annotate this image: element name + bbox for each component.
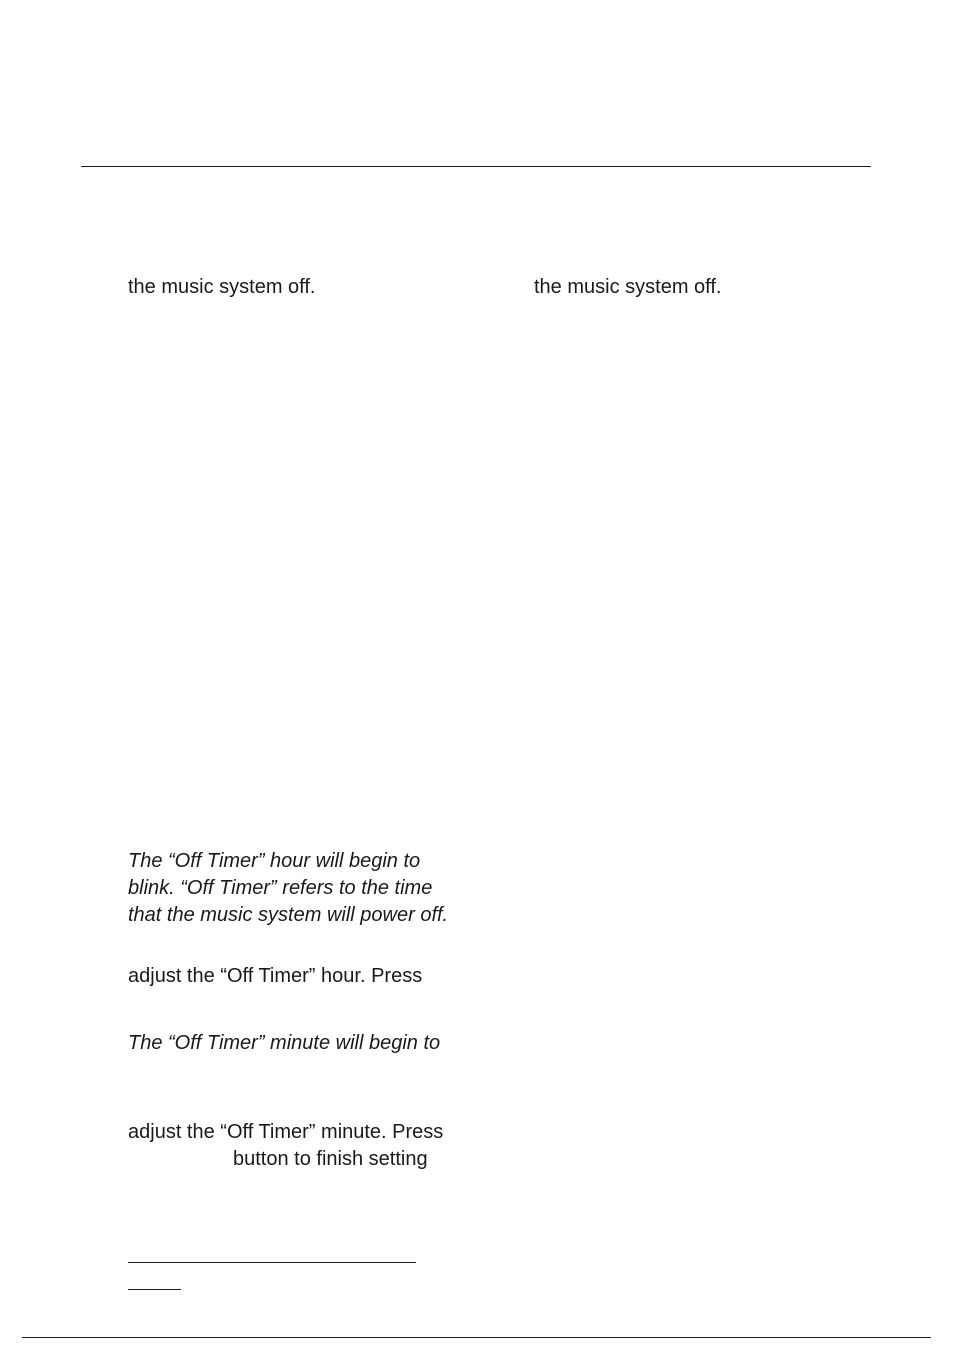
header-rule <box>81 166 871 167</box>
left-intro-text: the music system off. <box>128 276 316 298</box>
adjust-minute-text-line-1: adjust the “Off Timer” minute. Press <box>128 1121 444 1143</box>
footnote-rule <box>128 1262 416 1263</box>
off-timer-minute-note: The “Off Timer” minute will begin to <box>128 1032 441 1054</box>
off-timer-hour-note-line-2: blink. “Off Timer” refers to the time <box>128 877 433 899</box>
off-timer-hour-note-line-3: that the music system will power off. <box>128 904 449 926</box>
right-intro-text: the music system off. <box>534 276 722 298</box>
adjust-minute-text-line-2: button to finish setting <box>233 1148 428 1170</box>
footnote-short-rule <box>128 1289 181 1290</box>
off-timer-hour-note-line-1: The “Off Timer” hour will begin to <box>128 850 421 872</box>
adjust-hour-text: adjust the “Off Timer” hour. Press <box>128 965 423 987</box>
footer-rule <box>22 1337 931 1338</box>
